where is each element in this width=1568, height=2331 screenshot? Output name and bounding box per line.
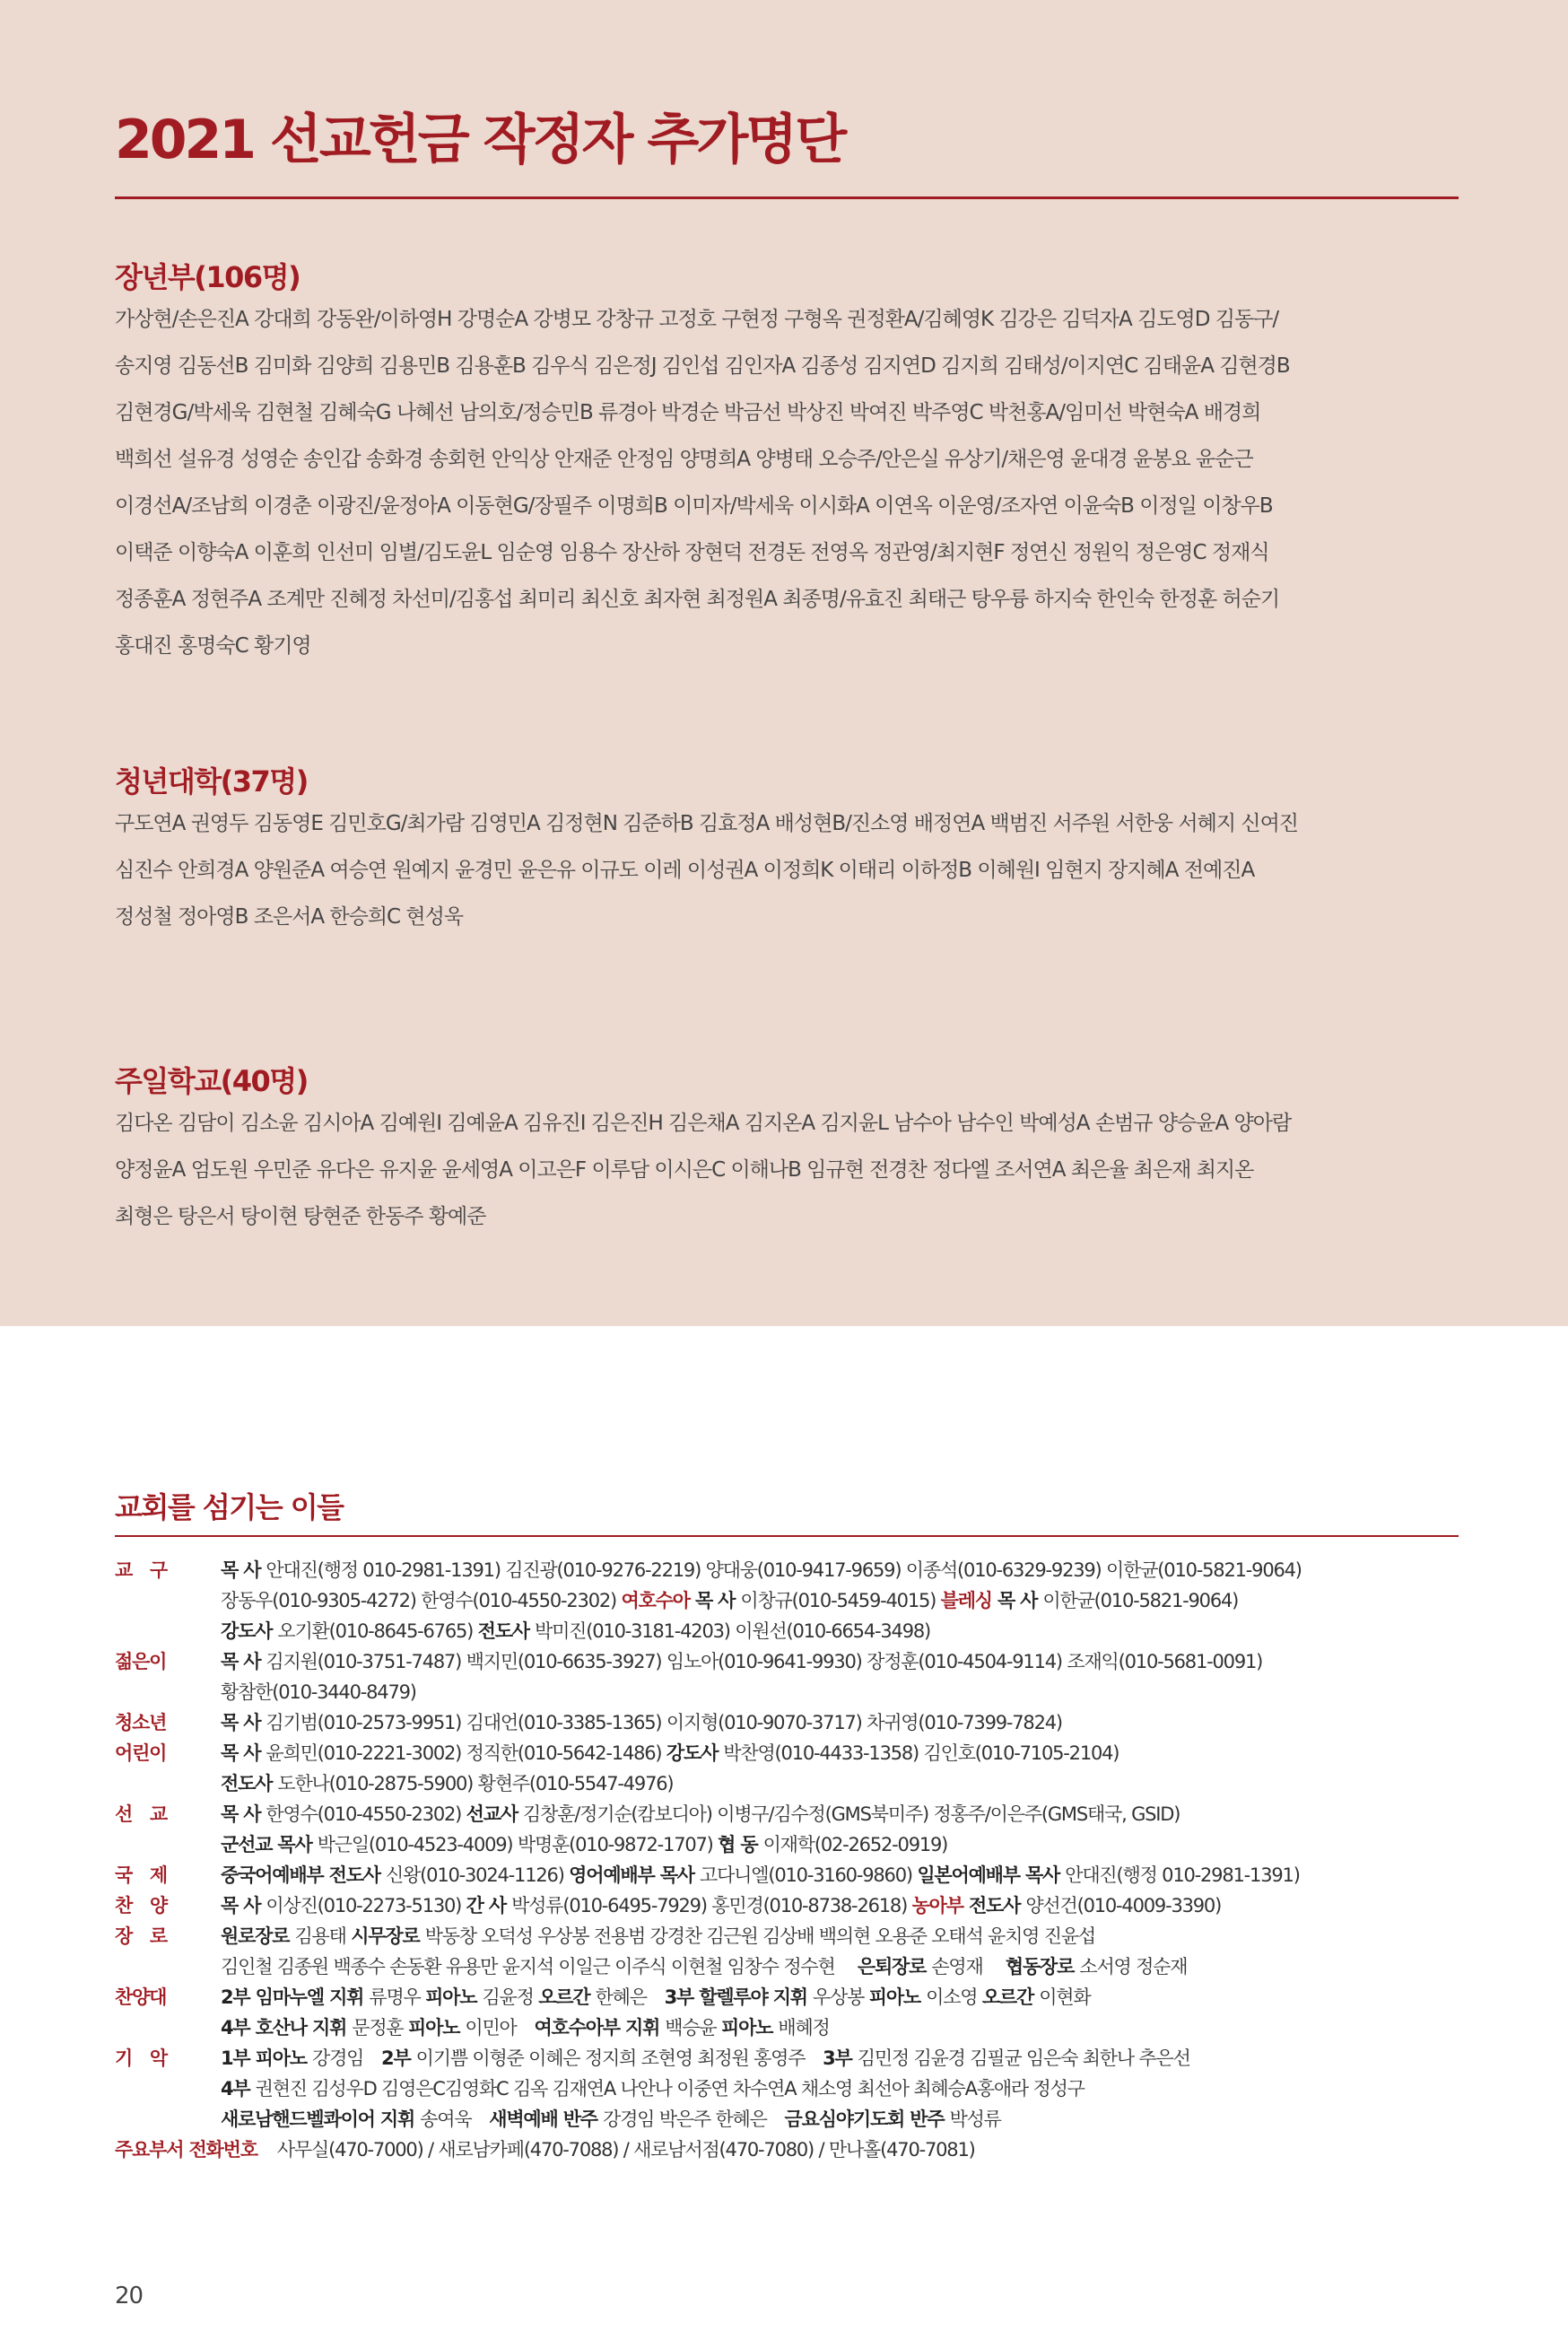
staff-names: 이창규(010-5459-4015) bbox=[740, 1590, 941, 1611]
staff-role: 2부 임마누엘 지휘 bbox=[221, 1986, 370, 2008]
staff-role: 목 사 bbox=[221, 1559, 266, 1581]
staff-subgroup: 농아부 bbox=[911, 1895, 963, 1916]
staff-names: 박찬영(010-4433-1358) 김인호(010-7105-2104) bbox=[723, 1742, 1119, 1764]
staff-role: 강도사 bbox=[666, 1742, 724, 1764]
staff-department-label: 찬 양 bbox=[115, 1895, 167, 1916]
name-line: 정성철 정아영B 조은서A 한승희C 현성욱 bbox=[115, 905, 464, 929]
staff-line bbox=[221, 1829, 1459, 1860]
staff-role: 오르간 bbox=[981, 1986, 1040, 2008]
staff-group bbox=[115, 1555, 1459, 1646]
staff-role: 전도사 bbox=[221, 1773, 278, 1794]
staff-role: 군선교 목사 bbox=[221, 1834, 318, 1855]
page-number: 20 bbox=[115, 2283, 144, 2309]
staff-line bbox=[221, 1799, 1459, 1829]
staff-names: 김용태 bbox=[294, 1925, 352, 1947]
staff-names: 이재학(02-2652-0919) bbox=[762, 1834, 948, 1855]
staff-role: 금요심야기도회 반주 bbox=[784, 2108, 950, 2130]
staff-names: 이기쁨 이형준 이혜은 정지희 조현영 최정원 홍영주 bbox=[415, 2047, 823, 2069]
staff-names: 김인철 김종원 백종수 손동환 유용만 윤지석 이일근 이주식 이현철 임창수 정수현 bbox=[221, 1956, 858, 1977]
staff-names: 이한균(010-5821-9064) bbox=[1042, 1590, 1239, 1611]
staff-role: 오르간 bbox=[538, 1986, 596, 2008]
staff-role: 피아노 bbox=[721, 2017, 779, 2039]
name-line: 양정윤A 엄도원 우민준 유다은 유지윤 윤세영A 이고은F 이루담 이시은C 이해나B 임규현 전경찬 정다엘 조서연A 최은율 최은재 최지온 bbox=[115, 1158, 1254, 1182]
staff-names: 송여욱 bbox=[420, 2108, 490, 2130]
staff-role: 4부 bbox=[221, 2078, 256, 2100]
staff-names: 우상봉 bbox=[813, 1986, 869, 2008]
staff-line bbox=[221, 1616, 1459, 1646]
name-line: 이경선A/조남희 이경춘 이광진/윤정아A 이동현G/장필주 이명희B 이미자/박세욱 이시화A 이연옥 이운영/조자연 이윤숙B 이정일 이창우B bbox=[115, 494, 1273, 518]
staff-line bbox=[221, 1677, 1459, 1707]
staff-group bbox=[115, 1921, 1459, 1982]
servants-heading: 교회를 섬기는 이들 bbox=[115, 1490, 344, 1524]
staff-role: 4부 호산나 지휘 bbox=[221, 2017, 353, 2039]
staff-role: 3부 bbox=[823, 2047, 858, 2069]
name-line: 정종훈A 정현주A 조계만 진혜정 차선미/김홍섭 최미리 최신호 최자현 최정원A 최종명/유효진 최태근 탕우륭 하지숙 한인숙 한정훈 허순기 bbox=[115, 588, 1280, 611]
staff-role: 목 사 bbox=[221, 1712, 266, 1733]
staff-role: 일본어예배부 목사 bbox=[917, 1864, 1066, 1886]
staff-department-label: 청소년 bbox=[115, 1712, 167, 1733]
department-phone-numbers bbox=[115, 2135, 1459, 2165]
staff-names: 김창훈/정기순(캄보디아) 이병구/김수정(GMS북미주) 정홍주/이은주(GMS태국, GSID) bbox=[523, 1803, 1180, 1825]
name-line: 홍대진 홍명숙C 황기영 bbox=[115, 634, 311, 658]
name-line: 김다온 김담이 김소윤 김시아A 김예원I 김예윤A 김유진I 김은진H 김은채A 김지온A 김지윤L 남수아 남수인 박예성A 손범규 양승윤A 양아람 bbox=[115, 1112, 1292, 1135]
name-line: 심진수 안희경A 양원준A 여승연 원예지 윤경민 윤은유 이규도 이레 이성권A 이정희K 이태리 이하정B 이혜원I 임현지 장지혜A 전예진A bbox=[115, 859, 1255, 882]
staff-names: 박성류(010-6495-7929) 홍민경(010-8738-2618) bbox=[511, 1895, 912, 1916]
staff-role: 새로남핸드벨콰이어 지휘 bbox=[221, 2108, 421, 2130]
staff-role: 피아노 bbox=[425, 1986, 483, 2008]
staff-subgroup: 블레싱 bbox=[940, 1590, 992, 1611]
staff-group bbox=[115, 1890, 1459, 1921]
staff-department-label: 장 로 bbox=[115, 1925, 167, 1947]
staff-names: 김민정 김윤경 김필균 임은숙 최한나 추은선 bbox=[857, 2047, 1190, 2069]
staff-role: 1부 피아노 bbox=[221, 2047, 312, 2069]
staff-line bbox=[221, 1738, 1459, 1768]
title-divider bbox=[115, 196, 1459, 199]
staff-names: 강경임 박은주 한혜은 bbox=[602, 2108, 785, 2130]
staff-role: 목 사 bbox=[991, 1590, 1043, 1611]
staff-names: 한혜은 bbox=[595, 1986, 665, 2008]
staff-names: 황참한(010-3440-8479) bbox=[221, 1681, 416, 1703]
staff-names: 이현화 bbox=[1039, 1986, 1091, 2008]
staff-role: 목 사 bbox=[221, 1742, 266, 1764]
staff-role: 3부 할렐루야 지휘 bbox=[664, 1986, 813, 2008]
name-line: 구도연A 권영두 김동영E 김민호G/최가람 김영민A 김정현N 김준하B 김효정A 배성현B/진소영 배정연A 백범진 서주원 서한웅 서혜지 신여진 bbox=[115, 812, 1299, 835]
staff-role: 피아노 bbox=[408, 2017, 466, 2039]
staff-names: 고다니엘(010-3160-9860) bbox=[700, 1864, 918, 1886]
staff-line bbox=[221, 2104, 1459, 2135]
staff-names: 안대진(행정 010-2981-1391) bbox=[1065, 1864, 1300, 1886]
staff-names: 문정훈 bbox=[352, 2017, 408, 2039]
staff-line bbox=[221, 2043, 1459, 2073]
staff-line bbox=[221, 1768, 1459, 1799]
phone-list: 사무실(470-7000) / 새로남카페(470-7088) / 새로남서점(470-7080) / 만나홀(470-7081) bbox=[276, 2139, 975, 2161]
staff-role: 목 사 bbox=[221, 1895, 266, 1916]
staff-names: 김지원(010-3751-7487) 백지민(010-6635-3927) 임노아(010-9641-9930) 장정훈(010-4504-9114) 조재익(010-5681-0091) bbox=[266, 1651, 1263, 1672]
staff-group bbox=[115, 1707, 1459, 1738]
staff-line bbox=[221, 1951, 1459, 1982]
staff-names: 강경임 bbox=[311, 2047, 382, 2069]
name-line: 백희선 설유경 성영순 송인갑 송화경 송회헌 안익상 안재준 안정임 양명희A 양병태 오승주/안은실 유상기/채은영 윤대경 윤봉요 윤순근 bbox=[115, 448, 1253, 471]
staff-names: 이민아 bbox=[465, 2017, 535, 2039]
staff-names: 김기범(010-2573-9951) 김대언(010-3385-1365) 이지형(010-9070-3717) 차귀영(010-7399-7824) bbox=[266, 1712, 1062, 1733]
phone-label: 주요부서 전화번호 bbox=[115, 2139, 257, 2161]
staff-role: 시무장로 bbox=[351, 1925, 425, 1947]
staff-names: 류명우 bbox=[369, 1986, 426, 2008]
staff-names: 이상진(010-2273-5130) bbox=[266, 1895, 466, 1916]
staff-line bbox=[221, 1555, 1459, 1585]
staff-line bbox=[221, 1707, 1459, 1738]
staff-names: 박동창 오덕성 우상봉 전용범 강경찬 김근원 김상배 백의현 오용준 오태석 윤치영 진윤섭 bbox=[424, 1925, 1095, 1947]
staff-names: 김윤정 bbox=[482, 1986, 539, 2008]
staff-role: 여호수아부 지휘 bbox=[534, 2017, 666, 2039]
staff-names: 안대진(행정 010-2981-1391) 김진광(010-9276-2219) 양대웅(010-9417-9659) 이종석(010-6329-9239) 이한균(010-5821-9064) bbox=[266, 1559, 1302, 1581]
staff-role: 간 사 bbox=[466, 1895, 512, 1916]
staff-names: 이소영 bbox=[926, 1986, 982, 2008]
staff-group bbox=[115, 1738, 1459, 1799]
name-line: 송지영 김동선B 김미화 김양희 김용민B 김용훈B 김우식 김은정J 김인섭 김인자A 김종성 김지연D 김지희 김태성/이지연C 김태윤A 김현경B bbox=[115, 354, 1290, 378]
staff-department-label: 기 악 bbox=[115, 2047, 167, 2069]
staff-line bbox=[221, 1860, 1459, 1890]
staff-department-label: 교 구 bbox=[115, 1559, 167, 1581]
servants-divider bbox=[115, 1535, 1459, 1537]
staff-names: 박미진(010-3181-4203) 이원선(010-6654-3498) bbox=[535, 1620, 931, 1642]
staff-names: 도한나(010-2875-5900) 황현주(010-5547-4976) bbox=[277, 1773, 674, 1794]
staff-role: 전도사 bbox=[477, 1620, 535, 1642]
staff-role: 목 사 bbox=[221, 1803, 266, 1825]
staff-names: 권현진 김성우D 김영은C김영화C 김옥 김재연A 나안나 이중연 차수연A 채소영 최선아 최혜승A홍애라 정성구 bbox=[255, 2078, 1085, 2100]
staff-role: 목 사 bbox=[689, 1590, 741, 1611]
staff-line bbox=[221, 2012, 1459, 2043]
names-sunday-school bbox=[115, 1100, 1459, 1240]
name-line: 이택준 이향숙A 이훈희 인선미 임별/김도윤L 임순영 임용수 장산하 장현덕 전경돈 전영옥 정관영/최지현F 정연신 정원익 정은영C 정재식 bbox=[115, 541, 1269, 564]
name-line: 가상현/손은진A 강대희 강동완/이하영H 강명순A 강병모 강창규 고정호 구현정 구형옥 권정환A/김혜영K 김강은 김덕자A 김도영D 김동구/ bbox=[115, 308, 1279, 331]
staff-group bbox=[115, 2043, 1459, 2135]
staff-directory bbox=[115, 1555, 1459, 2165]
staff-department-label: 찬양대 bbox=[115, 1986, 167, 2008]
staff-line bbox=[221, 1921, 1459, 1951]
staff-group bbox=[115, 1646, 1459, 1707]
staff-role: 중국어예배부 전도사 bbox=[221, 1864, 386, 1886]
staff-role: 피아노 bbox=[868, 1986, 927, 2008]
staff-role: 협 동 bbox=[718, 1834, 763, 1855]
staff-subgroup: 여호수아 bbox=[621, 1590, 690, 1611]
name-line: 김현경G/박세욱 김현철 김혜숙G 나혜선 남의호/정승민B 류경아 박경순 박금선 박상진 박여진 박주영C 박천홍A/임미선 박현숙A 배경희 bbox=[115, 401, 1261, 424]
staff-department-label: 국 제 bbox=[115, 1864, 167, 1886]
name-line: 최형은 탕은서 탕이현 탕현준 한동주 황예준 bbox=[115, 1205, 486, 1228]
staff-names: 한영수(010-4550-2302) bbox=[266, 1803, 466, 1825]
staff-names: 오기환(010-8645-6765) bbox=[277, 1620, 478, 1642]
staff-role: 목 사 bbox=[221, 1651, 266, 1672]
staff-role: 협동장로 bbox=[1005, 1956, 1080, 1977]
section-heading-young-adults: 청년대학(37명) bbox=[115, 764, 308, 799]
page-title: 2021 선교헌금 작정자 추가명단 bbox=[115, 109, 845, 171]
section-heading-adults: 장년부(106명) bbox=[115, 260, 301, 294]
staff-group bbox=[115, 1860, 1459, 1890]
staff-names: 손영재 bbox=[931, 1956, 1006, 1977]
staff-line bbox=[221, 1646, 1459, 1677]
staff-names: 배혜정 bbox=[778, 2017, 830, 2039]
staff-names: 소서영 정순재 bbox=[1079, 1956, 1188, 1977]
staff-role: 2부 bbox=[381, 2047, 416, 2069]
section-heading-sunday-school: 주일학교(40명) bbox=[115, 1064, 308, 1098]
staff-group bbox=[115, 1799, 1459, 1860]
staff-department-label: 선 교 bbox=[115, 1803, 167, 1825]
staff-role: 영어예배부 목사 bbox=[569, 1864, 700, 1886]
staff-role: 새벽예배 반주 bbox=[489, 2108, 603, 2130]
staff-names: 윤희민(010-2221-3002) 정직한(010-5642-1486) bbox=[266, 1742, 666, 1764]
staff-department-label: 어린이 bbox=[115, 1742, 167, 1764]
names-young-adults bbox=[115, 800, 1459, 940]
names-adults bbox=[115, 296, 1459, 669]
staff-line bbox=[221, 1890, 1459, 1921]
staff-names: 박근일(010-4523-4009) 박명훈(010-9872-1707) bbox=[317, 1834, 719, 1855]
staff-role: 원로장로 bbox=[221, 1925, 295, 1947]
staff-role: 선교사 bbox=[466, 1803, 524, 1825]
staff-group bbox=[115, 1982, 1459, 2043]
staff-department-label: 젊은이 bbox=[115, 1651, 167, 1672]
staff-names: 박성류 bbox=[949, 2108, 1001, 2130]
staff-names: 신왕(010-3024-1126) bbox=[386, 1864, 570, 1886]
staff-line bbox=[221, 2073, 1459, 2104]
staff-line bbox=[221, 1585, 1459, 1616]
staff-role: 은퇴장로 bbox=[857, 1956, 932, 1977]
staff-role: 강도사 bbox=[221, 1620, 278, 1642]
staff-names: 양선건(010-4009-3390) bbox=[1025, 1895, 1222, 1916]
staff-role: 전도사 bbox=[963, 1895, 1026, 1916]
staff-names: 장동우(010-9305-4272) 한영수(010-4550-2302) bbox=[221, 1590, 622, 1611]
staff-line bbox=[221, 1982, 1459, 2012]
staff-names: 백승윤 bbox=[665, 2017, 721, 2039]
